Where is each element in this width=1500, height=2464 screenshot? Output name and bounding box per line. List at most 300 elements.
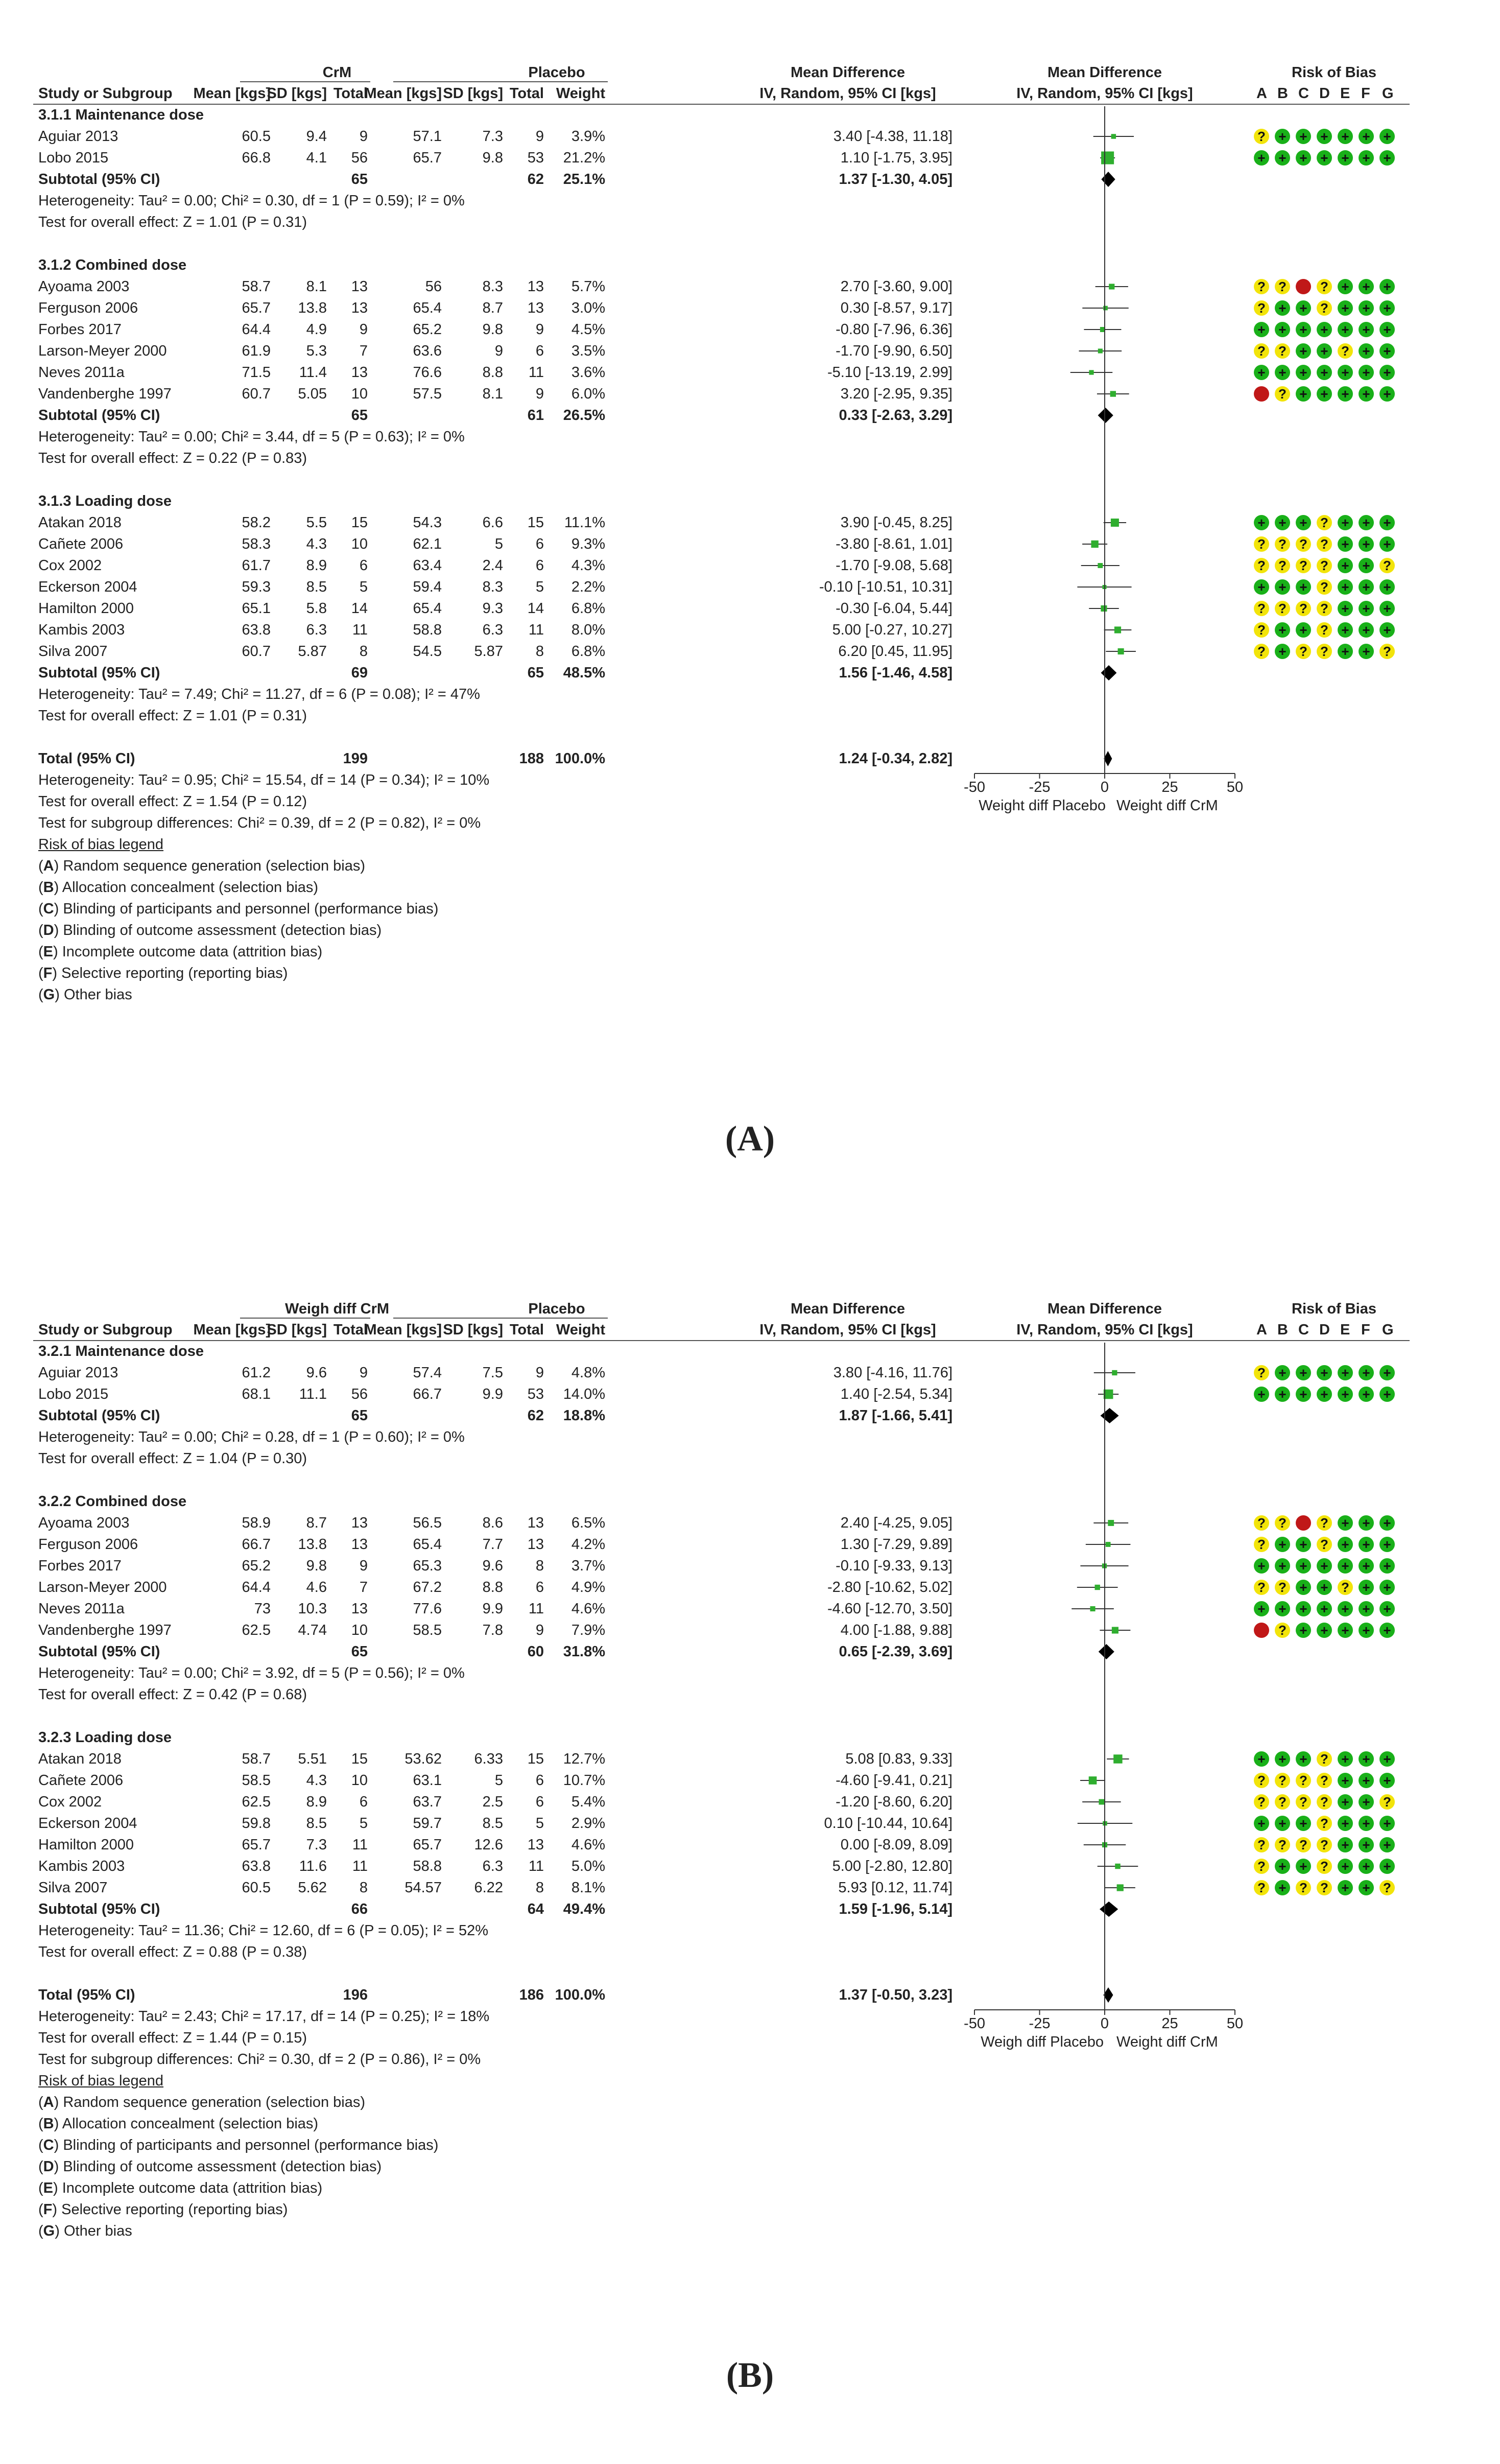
rob-dot-D: ? bbox=[1317, 536, 1332, 552]
col-total-2: Total bbox=[509, 85, 544, 102]
placebo-sd: 9.8 bbox=[482, 321, 503, 338]
placebo-sd: 6.3 bbox=[482, 1858, 503, 1874]
crm-total: 15 bbox=[351, 1751, 368, 1767]
crm-mean: 60.7 bbox=[242, 386, 271, 402]
rob-dot-D: ? bbox=[1317, 1515, 1332, 1531]
heterogeneity: Heterogeneity: Tau² = 0.00; Chi² = 0.28, df = 1 (P = 0.60); I² = 0% bbox=[38, 1429, 465, 1445]
placebo-mean: 65.3 bbox=[413, 1558, 442, 1574]
subtotal-ci: 0.65 [-2.39, 3.69] bbox=[839, 1644, 953, 1660]
study-name: Neves 2011a bbox=[38, 364, 125, 381]
rob-dot-A: ? bbox=[1254, 601, 1269, 616]
rob-dot-B: + bbox=[1275, 1558, 1290, 1574]
placebo-mean: 54.3 bbox=[413, 514, 442, 531]
rob-dot-A: ? bbox=[1254, 1580, 1269, 1595]
placebo-total: 11 bbox=[528, 364, 544, 381]
heterogeneity: Heterogeneity: Tau² = 7.49; Chi² = 11.27, df = 6 (P = 0.08); I² = 47% bbox=[38, 686, 480, 702]
placebo-sd: 8.3 bbox=[482, 579, 503, 595]
crm-sd: 8.9 bbox=[306, 557, 327, 574]
study-weight: 4.9% bbox=[571, 1579, 605, 1595]
rob-dot-E: + bbox=[1338, 1859, 1353, 1874]
effect-square bbox=[1095, 1585, 1100, 1590]
placebo-mean: 63.7 bbox=[413, 1794, 442, 1810]
crm-mean: 58.7 bbox=[242, 278, 271, 295]
rob-dot-G: + bbox=[1379, 150, 1395, 166]
rob-dot-A: ? bbox=[1254, 1880, 1269, 1895]
rob-dot-G: + bbox=[1379, 386, 1395, 402]
placebo-total: 5 bbox=[535, 579, 544, 595]
crm-sd: 4.1 bbox=[306, 150, 327, 166]
panel-label: (B) bbox=[726, 2356, 774, 2395]
rob-dot-G: + bbox=[1379, 279, 1395, 294]
placebo-sd: 8.5 bbox=[482, 1815, 503, 1832]
crm-sd: 5.87 bbox=[298, 643, 327, 660]
subtotal-crm-total: 65 bbox=[351, 1407, 368, 1424]
effect-square bbox=[1114, 626, 1121, 633]
crm-total: 13 bbox=[351, 1515, 368, 1531]
study-ci: -1.20 [-8.60, 6.20] bbox=[836, 1794, 953, 1810]
subtotal-diamond bbox=[1101, 1408, 1119, 1423]
rob-dot-D: + bbox=[1317, 129, 1332, 144]
placebo-sd: 9.3 bbox=[482, 600, 503, 617]
rob-dot-D: ? bbox=[1317, 1773, 1332, 1788]
effect-square bbox=[1113, 1754, 1122, 1763]
subgroup-title: 3.2.1 Maintenance dose bbox=[38, 1343, 204, 1359]
legend-text: Allocation concealment (selection bias) bbox=[62, 2116, 319, 2132]
crm-sd: 10.3 bbox=[298, 1601, 327, 1617]
rob-letter-B: B bbox=[1277, 85, 1288, 102]
placebo-sd: 6.22 bbox=[474, 1880, 503, 1896]
axis-label-placebo: Weight diff Placebo bbox=[979, 797, 1106, 814]
rob-dot-D: ? bbox=[1317, 279, 1332, 294]
placebo-mean: 59.7 bbox=[413, 1815, 442, 1832]
crm-mean: 65.1 bbox=[242, 600, 271, 617]
study-ci: 3.80 [-4.16, 11.76] bbox=[833, 1365, 953, 1381]
rob-dot-F: + bbox=[1359, 1794, 1374, 1810]
total-weight: 100.0% bbox=[555, 1987, 605, 2003]
overall-effect-test: Test for overall effect: Z = 1.01 (P = 0.31) bbox=[38, 214, 307, 230]
placebo-total: 13 bbox=[527, 1515, 544, 1531]
rob-dot-E: + bbox=[1338, 622, 1353, 638]
crm-sd: 9.8 bbox=[306, 1558, 327, 1574]
crm-total: 10 bbox=[351, 1622, 368, 1638]
crm-sd: 11.1 bbox=[299, 1386, 327, 1402]
rob-dot-G: + bbox=[1379, 365, 1395, 380]
subtotal-diamond bbox=[1099, 1644, 1114, 1659]
effect-square bbox=[1098, 348, 1103, 353]
rob-dot-F: + bbox=[1359, 1580, 1374, 1595]
rob-dot-E: + bbox=[1338, 365, 1353, 380]
md-plot-header: Mean Difference bbox=[1047, 1301, 1162, 1317]
study-ci: 5.00 [-0.27, 10.27] bbox=[832, 622, 953, 638]
x-tick-label: 50 bbox=[1226, 779, 1244, 795]
study-name: Vandenberghe 1997 bbox=[38, 386, 172, 402]
heterogeneity: Heterogeneity: Tau² = 0.00; Chi² = 0.30, df = 1 (P = 0.59); I² = 0% bbox=[38, 193, 465, 209]
rob-dot-C: + bbox=[1296, 515, 1311, 530]
study-name: Hamilton 2000 bbox=[38, 600, 134, 617]
rob-dot-B: ? bbox=[1275, 386, 1290, 402]
rob-dot-F: + bbox=[1359, 150, 1374, 166]
crm-mean: 61.7 bbox=[242, 557, 271, 574]
effect-square bbox=[1108, 1520, 1114, 1526]
footer-stat: Heterogeneity: Tau² = 2.43; Chi² = 17.17, df = 14 (P = 0.25); I² = 18% bbox=[38, 2008, 490, 2025]
rob-letter-A: A bbox=[1256, 1322, 1267, 1338]
study-weight: 2.9% bbox=[571, 1815, 605, 1832]
rob-header: Risk of Bias bbox=[1292, 1301, 1376, 1317]
rob-letter-A: A bbox=[1256, 85, 1267, 102]
group2-header: Placebo bbox=[528, 64, 585, 81]
col-md-plot: IV, Random, 95% CI [kgs] bbox=[1016, 1322, 1193, 1338]
x-tick-label: 0 bbox=[1100, 2015, 1109, 2032]
crm-mean: 60.7 bbox=[242, 643, 271, 660]
crm-sd: 5.51 bbox=[298, 1751, 327, 1767]
crm-sd: 6.3 bbox=[306, 622, 327, 638]
placebo-sd: 8.1 bbox=[482, 386, 503, 402]
rob-dot-A: ? bbox=[1254, 1773, 1269, 1788]
rob-dot-A: + bbox=[1254, 579, 1269, 595]
rob-dot-D: ? bbox=[1317, 1751, 1332, 1767]
footer-stat: Test for subgroup differences: Chi² = 0.30, df = 2 (P = 0.86), I² = 0% bbox=[38, 2051, 481, 2068]
col-sd-2: SD [kgs] bbox=[443, 1322, 503, 1338]
study-ci: -1.70 [-9.90, 6.50] bbox=[836, 343, 953, 359]
study-weight: 11.1% bbox=[564, 514, 605, 531]
rob-dot-F: + bbox=[1359, 601, 1374, 616]
heterogeneity: Heterogeneity: Tau² = 0.00; Chi² = 3.92, df = 5 (P = 0.56); I² = 0% bbox=[38, 1665, 465, 1681]
crm-sd: 5.3 bbox=[306, 343, 327, 359]
placebo-total: 11 bbox=[528, 1601, 544, 1617]
rob-legend-item: (E) Incomplete outcome data (attrition bias) bbox=[38, 944, 323, 960]
legend-letter: F bbox=[43, 965, 53, 981]
x-tick-label: -25 bbox=[1029, 2015, 1051, 2032]
study-weight: 3.6% bbox=[571, 364, 605, 381]
placebo-mean: 65.2 bbox=[413, 321, 442, 338]
subgroup-title: 3.2.2 Combined dose bbox=[38, 1493, 187, 1510]
crm-total: 11 bbox=[352, 1858, 368, 1874]
total-crm: 196 bbox=[343, 1987, 368, 2003]
placebo-mean: 54.57 bbox=[404, 1880, 442, 1896]
crm-total: 5 bbox=[359, 579, 368, 595]
col-mean-1: Mean [kgs] bbox=[193, 85, 271, 102]
study-name: Neves 2011a bbox=[38, 1601, 125, 1617]
study-ci: 0.10 [-10.44, 10.64] bbox=[824, 1815, 953, 1832]
study-ci: -4.60 [-12.70, 3.50] bbox=[827, 1601, 953, 1617]
study-ci: 5.00 [-2.80, 12.80] bbox=[832, 1858, 953, 1874]
placebo-mean: 58.8 bbox=[413, 622, 442, 638]
rob-dot-B: ? bbox=[1275, 1580, 1290, 1595]
study-name: Kambis 2003 bbox=[38, 622, 125, 638]
rob-dot-D: ? bbox=[1317, 1816, 1332, 1831]
rob-dot-C: + bbox=[1296, 1558, 1311, 1574]
col-weight: Weight bbox=[556, 1322, 605, 1338]
col-weight: Weight bbox=[556, 85, 605, 102]
rob-dot-C: + bbox=[1296, 129, 1311, 144]
legend-text: Selective reporting (reporting bias) bbox=[61, 965, 288, 981]
rob-dot-A: ? bbox=[1254, 1837, 1269, 1852]
x-tick-label: -50 bbox=[964, 779, 985, 795]
study-ci: 3.40 [-4.38, 11.18] bbox=[833, 128, 953, 145]
study-ci: -3.80 [-8.61, 1.01] bbox=[836, 536, 953, 552]
effect-square bbox=[1090, 1606, 1095, 1611]
study-weight: 3.9% bbox=[571, 128, 605, 145]
subtotal-ci: 0.33 [-2.63, 3.29] bbox=[839, 407, 953, 424]
subtotal-weight: 25.1% bbox=[563, 171, 605, 187]
crm-mean: 58.7 bbox=[242, 1751, 271, 1767]
crm-sd: 5.05 bbox=[298, 386, 327, 402]
crm-total: 6 bbox=[359, 557, 368, 574]
rob-dot-C: + bbox=[1296, 622, 1311, 638]
subtotal-weight: 26.5% bbox=[563, 407, 605, 424]
study-ci: 2.40 [-4.25, 9.05] bbox=[840, 1515, 953, 1531]
subtotal-ci: 1.56 [-1.46, 4.58] bbox=[839, 665, 953, 681]
rob-dot-A: ? bbox=[1254, 1794, 1269, 1810]
rob-dot-G: ? bbox=[1379, 1880, 1395, 1895]
placebo-mean: 53.62 bbox=[404, 1751, 442, 1767]
placebo-sd: 6.6 bbox=[482, 514, 503, 531]
study-weight: 4.3% bbox=[571, 557, 605, 574]
crm-sd: 4.74 bbox=[298, 1622, 327, 1638]
rob-dot-E: + bbox=[1338, 644, 1353, 659]
rob-dot-F: + bbox=[1359, 279, 1374, 294]
total-placebo: 188 bbox=[519, 750, 544, 767]
rob-dot-E: + bbox=[1338, 1880, 1353, 1895]
rob-dot-A: ? bbox=[1254, 558, 1269, 573]
rob-dot-C: + bbox=[1296, 386, 1311, 402]
overall-effect-test: Test for overall effect: Z = 1.01 (P = 0.31) bbox=[38, 708, 307, 724]
legend-letter: B bbox=[43, 879, 54, 896]
effect-square bbox=[1091, 541, 1098, 548]
subtotal-ci: 1.59 [-1.96, 5.14] bbox=[839, 1901, 953, 1917]
rob-legend-item: (C) Blinding of participants and personnel (performance bias) bbox=[38, 901, 439, 917]
rob-dot-A: ? bbox=[1254, 1537, 1269, 1552]
rob-dot-E: + bbox=[1338, 1794, 1353, 1810]
col-sd-1: SD [kgs] bbox=[267, 1322, 327, 1338]
crm-mean: 59.8 bbox=[242, 1815, 271, 1832]
study-name: Forbes 2017 bbox=[38, 321, 122, 338]
rob-dot-D: + bbox=[1317, 386, 1332, 402]
rob-legend-title: Risk of bias legend bbox=[38, 836, 164, 853]
crm-total: 13 bbox=[351, 1536, 368, 1553]
rob-dot-C: ? bbox=[1296, 1880, 1311, 1895]
rob-letter-G: G bbox=[1382, 1322, 1394, 1338]
rob-legend-item: (G) Other bias bbox=[38, 2223, 132, 2239]
rob-dot-B: ? bbox=[1275, 1837, 1290, 1852]
subgroup-title: 3.1.1 Maintenance dose bbox=[38, 107, 204, 123]
crm-sd: 11.4 bbox=[299, 364, 327, 381]
col-md-ci: IV, Random, 95% CI [kgs] bbox=[759, 1322, 936, 1338]
crm-sd: 4.3 bbox=[306, 536, 327, 552]
placebo-sd: 8.8 bbox=[482, 364, 503, 381]
rob-dot-F: + bbox=[1359, 536, 1374, 552]
crm-sd: 7.3 bbox=[306, 1837, 327, 1853]
effect-square bbox=[1109, 284, 1114, 289]
placebo-sd: 6.33 bbox=[474, 1751, 503, 1767]
subtotal-weight: 49.4% bbox=[563, 1901, 605, 1917]
placebo-sd: 2.5 bbox=[482, 1794, 503, 1810]
total-ci: 1.24 [-0.34, 2.82] bbox=[839, 750, 953, 767]
study-weight: 5.0% bbox=[571, 1858, 605, 1874]
study-ci: 0.30 [-8.57, 9.17] bbox=[840, 300, 953, 316]
x-tick-label: 0 bbox=[1100, 779, 1109, 795]
study-name: Kambis 2003 bbox=[38, 1858, 125, 1874]
rob-letter-C: C bbox=[1298, 1322, 1309, 1338]
rob-legend-item: (C) Blinding of participants and personnel (performance bias) bbox=[38, 2137, 439, 2153]
effect-square bbox=[1099, 1799, 1104, 1805]
rob-dot-B: ? bbox=[1275, 1623, 1290, 1638]
rob-dot-D: ? bbox=[1317, 300, 1332, 316]
effect-square bbox=[1101, 605, 1107, 612]
rob-dot-E: + bbox=[1338, 150, 1353, 166]
rob-dot-A: ? bbox=[1254, 644, 1269, 659]
legend-letter: E bbox=[43, 944, 54, 960]
rob-dot-F: + bbox=[1359, 1601, 1374, 1616]
rob-legend-item: (B) Allocation concealment (selection bias) bbox=[38, 2116, 319, 2132]
legend-letter: A bbox=[43, 858, 54, 874]
study-ci: 6.20 [0.45, 11.95] bbox=[838, 643, 953, 660]
study-ci: -1.70 [-9.08, 5.68] bbox=[836, 557, 953, 574]
placebo-mean: 59.4 bbox=[413, 579, 442, 595]
rob-dot-F: + bbox=[1359, 644, 1374, 659]
total-weight: 100.0% bbox=[555, 750, 605, 767]
forest-plot-graphics bbox=[0, 1236, 1500, 2457]
rob-dot-D: ? bbox=[1317, 1537, 1332, 1552]
study-name: Eckerson 2004 bbox=[38, 579, 137, 595]
legend-text: Other bias bbox=[63, 987, 132, 1003]
legend-letter: A bbox=[43, 2094, 54, 2110]
rob-dot-C: + bbox=[1296, 343, 1311, 359]
crm-sd: 8.7 bbox=[306, 1515, 327, 1531]
rob-dot-A: + bbox=[1254, 1387, 1269, 1402]
subgroup-title: 3.1.3 Loading dose bbox=[38, 493, 172, 509]
subtotal-diamond bbox=[1101, 172, 1115, 187]
study-ci: -0.80 [-7.96, 6.36] bbox=[836, 321, 953, 338]
rob-dot-C: ? bbox=[1296, 644, 1311, 659]
rob-dot-A: + bbox=[1254, 1816, 1269, 1831]
placebo-mean: 57.1 bbox=[413, 128, 442, 145]
placebo-sd: 9.8 bbox=[482, 150, 503, 166]
subtotal-crm-total: 65 bbox=[351, 407, 368, 424]
rob-dot-B: + bbox=[1275, 1387, 1290, 1402]
study-name: Forbes 2017 bbox=[38, 1558, 122, 1574]
rob-dot-E: + bbox=[1338, 1623, 1353, 1638]
rob-dot-C: + bbox=[1296, 322, 1311, 337]
rob-dot-A: + bbox=[1254, 1751, 1269, 1767]
crm-sd: 4.6 bbox=[306, 1579, 327, 1595]
rob-dot-B: ? bbox=[1275, 343, 1290, 359]
crm-total: 9 bbox=[359, 1365, 368, 1381]
study-ci: -0.30 [-6.04, 5.44] bbox=[836, 600, 953, 617]
crm-sd: 13.8 bbox=[298, 300, 327, 316]
forest-plot-panel-a bbox=[0, 0, 1500, 1221]
rob-dot-G: + bbox=[1379, 1537, 1395, 1552]
crm-total: 13 bbox=[351, 364, 368, 381]
placebo-total: 9 bbox=[535, 386, 544, 402]
rob-dot-G: + bbox=[1379, 1751, 1395, 1767]
study-weight: 4.2% bbox=[571, 1536, 605, 1553]
study-ci: 2.70 [-3.60, 9.00] bbox=[840, 278, 953, 295]
legend-letter: C bbox=[43, 901, 54, 917]
placebo-mean: 58.8 bbox=[413, 1858, 442, 1874]
rob-dot-D: ? bbox=[1317, 1837, 1332, 1852]
study-weight: 5.4% bbox=[571, 1794, 605, 1810]
rob-dot-E: + bbox=[1338, 1601, 1353, 1616]
col-md-plot: IV, Random, 95% CI [kgs] bbox=[1016, 85, 1193, 102]
rob-dot-A: + bbox=[1254, 1558, 1269, 1574]
crm-mean: 63.8 bbox=[242, 622, 271, 638]
crm-total: 13 bbox=[351, 278, 368, 295]
study-name: Ayoama 2003 bbox=[38, 1515, 130, 1531]
overall-effect-test: Test for overall effect: Z = 0.22 (P = 0.83) bbox=[38, 450, 307, 466]
rob-dot-B: ? bbox=[1275, 279, 1290, 294]
subtotal-placebo-total: 62 bbox=[527, 1407, 544, 1424]
effect-square bbox=[1111, 519, 1119, 527]
rob-letter-F: F bbox=[1361, 85, 1370, 102]
study-name: Cañete 2006 bbox=[38, 1772, 124, 1789]
study-name: Larson-Meyer 2000 bbox=[38, 1579, 167, 1595]
rob-dot-C: + bbox=[1296, 1601, 1311, 1616]
placebo-sd: 8.3 bbox=[482, 278, 503, 295]
x-tick-label: 25 bbox=[1161, 779, 1178, 795]
placebo-mean: 62.1 bbox=[413, 536, 442, 552]
x-tick-label: -25 bbox=[1029, 779, 1051, 795]
subtotal-weight: 31.8% bbox=[563, 1644, 605, 1660]
effect-square bbox=[1106, 1542, 1111, 1547]
placebo-total: 13 bbox=[527, 1837, 544, 1853]
effect-square bbox=[1111, 134, 1116, 139]
rob-dot-A: ? bbox=[1254, 1365, 1269, 1380]
placebo-total: 8 bbox=[535, 1558, 544, 1574]
study-ci: -4.60 [-9.41, 0.21] bbox=[836, 1772, 953, 1789]
placebo-sd: 7.7 bbox=[482, 1536, 503, 1553]
rob-dot-G: + bbox=[1379, 322, 1395, 337]
legend-text: Random sequence generation (selection bias) bbox=[63, 2094, 365, 2110]
study-name: Vandenberghe 1997 bbox=[38, 1622, 172, 1638]
rob-dot-G: + bbox=[1379, 1773, 1395, 1788]
study-name: Larson-Meyer 2000 bbox=[38, 343, 167, 359]
rob-dot-C: ? bbox=[1296, 1773, 1311, 1788]
placebo-mean: 56 bbox=[425, 278, 442, 295]
rob-dot-A: ? bbox=[1254, 622, 1269, 638]
placebo-total: 6 bbox=[535, 1772, 544, 1789]
rob-dot-D: + bbox=[1317, 1580, 1332, 1595]
rob-dot-A: + bbox=[1254, 150, 1269, 166]
study-name: Ayoama 2003 bbox=[38, 278, 130, 295]
legend-letter: D bbox=[43, 922, 54, 938]
rob-dot-D: + bbox=[1317, 1623, 1332, 1638]
crm-mean: 65.7 bbox=[242, 300, 271, 316]
rob-dot-G: + bbox=[1379, 622, 1395, 638]
placebo-sd: 7.5 bbox=[482, 1365, 503, 1381]
placebo-total: 9 bbox=[535, 321, 544, 338]
rob-dot-F: + bbox=[1359, 1859, 1374, 1874]
study-name: Lobo 2015 bbox=[38, 150, 109, 166]
rob-dot-B: + bbox=[1275, 579, 1290, 595]
crm-mean: 73 bbox=[254, 1601, 271, 1617]
rob-dot-E: + bbox=[1338, 1816, 1353, 1831]
study-weight: 4.6% bbox=[571, 1601, 605, 1617]
rob-dot-B: + bbox=[1275, 1880, 1290, 1895]
subtotal-label: Subtotal (95% CI) bbox=[38, 1901, 160, 1917]
footer-stat: Test for overall effect: Z = 1.54 (P = 0.12) bbox=[38, 793, 307, 810]
rob-letter-E: E bbox=[1340, 85, 1350, 102]
legend-text: Blinding of participants and personnel (performance bias) bbox=[63, 901, 439, 917]
rob-dot-B: + bbox=[1275, 1365, 1290, 1380]
subgroup-title: 3.1.2 Combined dose bbox=[38, 257, 187, 273]
rob-legend-item: (B) Allocation concealment (selection bias) bbox=[38, 879, 319, 896]
crm-mean: 71.5 bbox=[242, 364, 271, 381]
rob-dot-E: ? bbox=[1338, 1580, 1353, 1595]
placebo-mean: 63.1 bbox=[413, 1772, 442, 1789]
placebo-total: 13 bbox=[527, 300, 544, 316]
rob-dot-D: + bbox=[1317, 150, 1332, 166]
